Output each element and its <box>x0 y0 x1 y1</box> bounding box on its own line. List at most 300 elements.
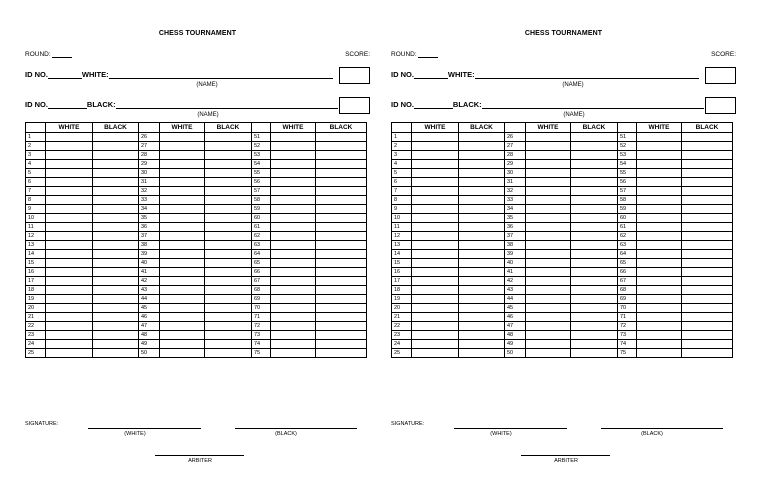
black-move-cell[interactable] <box>571 340 618 349</box>
white-move-cell[interactable] <box>637 160 682 169</box>
white-move-cell[interactable] <box>160 304 205 313</box>
black-move-cell[interactable] <box>682 133 733 142</box>
white-move-cell[interactable] <box>526 286 571 295</box>
white-move-cell[interactable] <box>412 250 459 259</box>
white-move-cell[interactable] <box>160 349 205 358</box>
black-name-line[interactable] <box>482 100 704 109</box>
white-move-cell[interactable] <box>46 232 93 241</box>
black-move-cell[interactable] <box>571 142 618 151</box>
black-move-cell[interactable] <box>571 286 618 295</box>
white-move-cell[interactable] <box>526 313 571 322</box>
black-move-cell[interactable] <box>316 169 367 178</box>
black-move-cell[interactable] <box>571 169 618 178</box>
white-move-cell[interactable] <box>46 331 93 340</box>
white-move-cell[interactable] <box>637 232 682 241</box>
black-move-cell[interactable] <box>316 160 367 169</box>
black-move-cell[interactable] <box>93 322 139 331</box>
white-move-cell[interactable] <box>46 259 93 268</box>
black-move-cell[interactable] <box>316 151 367 160</box>
white-move-cell[interactable] <box>160 295 205 304</box>
black-move-cell[interactable] <box>571 205 618 214</box>
white-move-cell[interactable] <box>412 331 459 340</box>
black-move-cell[interactable] <box>459 160 505 169</box>
black-move-cell[interactable] <box>93 187 139 196</box>
black-move-cell[interactable] <box>316 214 367 223</box>
black-move-cell[interactable] <box>205 151 252 160</box>
white-move-cell[interactable] <box>271 259 316 268</box>
white-move-cell[interactable] <box>160 331 205 340</box>
black-move-cell[interactable] <box>316 322 367 331</box>
black-move-cell[interactable] <box>93 277 139 286</box>
black-move-cell[interactable] <box>205 313 252 322</box>
black-move-cell[interactable] <box>682 286 733 295</box>
white-move-cell[interactable] <box>412 313 459 322</box>
black-move-cell[interactable] <box>571 295 618 304</box>
white-move-cell[interactable] <box>160 133 205 142</box>
white-move-cell[interactable] <box>637 241 682 250</box>
white-move-cell[interactable] <box>46 349 93 358</box>
white-move-cell[interactable] <box>46 151 93 160</box>
black-move-cell[interactable] <box>459 196 505 205</box>
white-move-cell[interactable] <box>46 268 93 277</box>
white-move-cell[interactable] <box>46 286 93 295</box>
white-move-cell[interactable] <box>160 223 205 232</box>
white-score-box[interactable] <box>339 67 370 84</box>
white-move-cell[interactable] <box>271 133 316 142</box>
black-move-cell[interactable] <box>205 133 252 142</box>
black-move-cell[interactable] <box>682 232 733 241</box>
white-move-cell[interactable] <box>526 259 571 268</box>
white-move-cell[interactable] <box>412 232 459 241</box>
white-move-cell[interactable] <box>526 151 571 160</box>
white-move-cell[interactable] <box>271 331 316 340</box>
black-move-cell[interactable] <box>316 295 367 304</box>
black-move-cell[interactable] <box>459 205 505 214</box>
black-move-cell[interactable] <box>205 196 252 205</box>
white-move-cell[interactable] <box>46 142 93 151</box>
white-score-box[interactable] <box>705 67 736 84</box>
black-move-cell[interactable] <box>316 313 367 322</box>
black-move-cell[interactable] <box>316 187 367 196</box>
white-move-cell[interactable] <box>526 322 571 331</box>
white-move-cell[interactable] <box>271 178 316 187</box>
white-move-cell[interactable] <box>160 205 205 214</box>
white-id-line[interactable] <box>48 70 82 79</box>
white-move-cell[interactable] <box>46 214 93 223</box>
white-move-cell[interactable] <box>526 187 571 196</box>
white-move-cell[interactable] <box>160 232 205 241</box>
white-move-cell[interactable] <box>526 340 571 349</box>
white-move-cell[interactable] <box>271 340 316 349</box>
white-move-cell[interactable] <box>526 304 571 313</box>
black-move-cell[interactable] <box>205 142 252 151</box>
black-move-cell[interactable] <box>205 340 252 349</box>
black-move-cell[interactable] <box>682 349 733 358</box>
black-move-cell[interactable] <box>93 205 139 214</box>
black-move-cell[interactable] <box>316 223 367 232</box>
black-move-cell[interactable] <box>682 250 733 259</box>
black-move-cell[interactable] <box>571 250 618 259</box>
black-move-cell[interactable] <box>682 187 733 196</box>
black-move-cell[interactable] <box>571 196 618 205</box>
white-move-cell[interactable] <box>526 349 571 358</box>
black-move-cell[interactable] <box>682 196 733 205</box>
white-move-cell[interactable] <box>160 169 205 178</box>
black-move-cell[interactable] <box>316 205 367 214</box>
white-name-line[interactable] <box>475 70 699 79</box>
white-move-cell[interactable] <box>271 151 316 160</box>
black-move-cell[interactable] <box>205 259 252 268</box>
white-move-cell[interactable] <box>637 250 682 259</box>
black-move-cell[interactable] <box>459 241 505 250</box>
black-move-cell[interactable] <box>682 322 733 331</box>
black-move-cell[interactable] <box>682 313 733 322</box>
black-move-cell[interactable] <box>93 214 139 223</box>
white-move-cell[interactable] <box>412 259 459 268</box>
black-move-cell[interactable] <box>682 340 733 349</box>
black-move-cell[interactable] <box>682 277 733 286</box>
black-move-cell[interactable] <box>682 169 733 178</box>
black-move-cell[interactable] <box>316 196 367 205</box>
black-move-cell[interactable] <box>205 268 252 277</box>
black-move-cell[interactable] <box>93 295 139 304</box>
black-move-cell[interactable] <box>205 349 252 358</box>
black-move-cell[interactable] <box>93 169 139 178</box>
white-move-cell[interactable] <box>637 295 682 304</box>
black-move-cell[interactable] <box>93 241 139 250</box>
white-move-cell[interactable] <box>412 286 459 295</box>
black-move-cell[interactable] <box>93 196 139 205</box>
black-move-cell[interactable] <box>316 232 367 241</box>
black-move-cell[interactable] <box>571 313 618 322</box>
black-move-cell[interactable] <box>316 277 367 286</box>
black-move-cell[interactable] <box>205 322 252 331</box>
white-move-cell[interactable] <box>271 313 316 322</box>
white-move-cell[interactable] <box>271 286 316 295</box>
white-move-cell[interactable] <box>271 142 316 151</box>
black-move-cell[interactable] <box>682 151 733 160</box>
black-move-cell[interactable] <box>205 277 252 286</box>
arbiter-signature-line[interactable] <box>521 455 610 456</box>
black-move-cell[interactable] <box>316 250 367 259</box>
black-move-cell[interactable] <box>205 286 252 295</box>
white-move-cell[interactable] <box>637 286 682 295</box>
white-move-cell[interactable] <box>160 340 205 349</box>
black-move-cell[interactable] <box>93 178 139 187</box>
black-move-cell[interactable] <box>571 349 618 358</box>
black-move-cell[interactable] <box>93 259 139 268</box>
black-move-cell[interactable] <box>205 178 252 187</box>
black-move-cell[interactable] <box>93 340 139 349</box>
white-move-cell[interactable] <box>271 205 316 214</box>
black-move-cell[interactable] <box>93 232 139 241</box>
white-move-cell[interactable] <box>46 340 93 349</box>
black-move-cell[interactable] <box>316 286 367 295</box>
white-move-cell[interactable] <box>637 277 682 286</box>
black-move-cell[interactable] <box>571 322 618 331</box>
white-move-cell[interactable] <box>526 160 571 169</box>
white-move-cell[interactable] <box>271 223 316 232</box>
white-move-cell[interactable] <box>412 268 459 277</box>
white-move-cell[interactable] <box>46 196 93 205</box>
white-move-cell[interactable] <box>46 277 93 286</box>
black-move-cell[interactable] <box>459 313 505 322</box>
black-move-cell[interactable] <box>205 241 252 250</box>
black-move-cell[interactable] <box>205 232 252 241</box>
black-move-cell[interactable] <box>682 259 733 268</box>
white-move-cell[interactable] <box>271 160 316 169</box>
black-move-cell[interactable] <box>316 241 367 250</box>
white-move-cell[interactable] <box>637 349 682 358</box>
black-move-cell[interactable] <box>459 322 505 331</box>
white-move-cell[interactable] <box>526 250 571 259</box>
black-move-cell[interactable] <box>93 268 139 277</box>
black-move-cell[interactable] <box>571 259 618 268</box>
white-move-cell[interactable] <box>271 214 316 223</box>
black-move-cell[interactable] <box>682 241 733 250</box>
white-move-cell[interactable] <box>46 178 93 187</box>
white-move-cell[interactable] <box>160 259 205 268</box>
black-move-cell[interactable] <box>93 223 139 232</box>
black-move-cell[interactable] <box>459 223 505 232</box>
black-move-cell[interactable] <box>205 295 252 304</box>
white-move-cell[interactable] <box>271 304 316 313</box>
white-move-cell[interactable] <box>526 196 571 205</box>
white-move-cell[interactable] <box>637 196 682 205</box>
white-move-cell[interactable] <box>412 187 459 196</box>
white-move-cell[interactable] <box>526 268 571 277</box>
round-line[interactable] <box>418 51 438 58</box>
black-score-box[interactable] <box>705 97 736 114</box>
white-move-cell[interactable] <box>637 331 682 340</box>
white-move-cell[interactable] <box>637 205 682 214</box>
white-move-cell[interactable] <box>271 187 316 196</box>
white-move-cell[interactable] <box>46 250 93 259</box>
black-id-line[interactable] <box>48 100 87 109</box>
white-move-cell[interactable] <box>412 196 459 205</box>
black-move-cell[interactable] <box>459 178 505 187</box>
white-move-cell[interactable] <box>637 214 682 223</box>
black-move-cell[interactable] <box>459 304 505 313</box>
black-move-cell[interactable] <box>682 214 733 223</box>
white-move-cell[interactable] <box>271 196 316 205</box>
white-move-cell[interactable] <box>412 178 459 187</box>
black-move-cell[interactable] <box>571 331 618 340</box>
white-move-cell[interactable] <box>526 142 571 151</box>
black-score-box[interactable] <box>339 97 370 114</box>
white-move-cell[interactable] <box>46 223 93 232</box>
white-move-cell[interactable] <box>412 160 459 169</box>
black-move-cell[interactable] <box>205 205 252 214</box>
black-move-cell[interactable] <box>459 169 505 178</box>
white-move-cell[interactable] <box>412 277 459 286</box>
white-move-cell[interactable] <box>637 313 682 322</box>
white-move-cell[interactable] <box>526 223 571 232</box>
white-move-cell[interactable] <box>46 133 93 142</box>
black-move-cell[interactable] <box>93 286 139 295</box>
black-move-cell[interactable] <box>459 349 505 358</box>
white-move-cell[interactable] <box>160 268 205 277</box>
white-move-cell[interactable] <box>46 322 93 331</box>
black-move-cell[interactable] <box>205 169 252 178</box>
white-move-cell[interactable] <box>412 304 459 313</box>
black-move-cell[interactable] <box>316 142 367 151</box>
white-move-cell[interactable] <box>526 133 571 142</box>
white-move-cell[interactable] <box>46 304 93 313</box>
black-move-cell[interactable] <box>205 214 252 223</box>
white-move-cell[interactable] <box>46 313 93 322</box>
white-move-cell[interactable] <box>412 133 459 142</box>
white-move-cell[interactable] <box>271 250 316 259</box>
white-move-cell[interactable] <box>637 133 682 142</box>
white-move-cell[interactable] <box>46 205 93 214</box>
white-move-cell[interactable] <box>271 232 316 241</box>
white-move-cell[interactable] <box>160 196 205 205</box>
black-move-cell[interactable] <box>571 214 618 223</box>
black-move-cell[interactable] <box>571 232 618 241</box>
white-move-cell[interactable] <box>637 322 682 331</box>
white-move-cell[interactable] <box>526 178 571 187</box>
black-move-cell[interactable] <box>571 178 618 187</box>
black-move-cell[interactable] <box>93 133 139 142</box>
white-move-cell[interactable] <box>160 214 205 223</box>
white-move-cell[interactable] <box>412 214 459 223</box>
black-move-cell[interactable] <box>459 250 505 259</box>
black-move-cell[interactable] <box>571 268 618 277</box>
white-move-cell[interactable] <box>46 187 93 196</box>
white-move-cell[interactable] <box>160 142 205 151</box>
black-move-cell[interactable] <box>93 151 139 160</box>
white-move-cell[interactable] <box>160 178 205 187</box>
white-move-cell[interactable] <box>271 169 316 178</box>
black-move-cell[interactable] <box>459 277 505 286</box>
black-move-cell[interactable] <box>205 250 252 259</box>
white-move-cell[interactable] <box>412 205 459 214</box>
white-move-cell[interactable] <box>526 277 571 286</box>
black-move-cell[interactable] <box>316 259 367 268</box>
round-line[interactable] <box>52 51 72 58</box>
black-move-cell[interactable] <box>459 340 505 349</box>
white-move-cell[interactable] <box>412 169 459 178</box>
white-signature-line[interactable] <box>454 428 567 429</box>
black-move-cell[interactable] <box>93 349 139 358</box>
black-move-cell[interactable] <box>571 160 618 169</box>
white-move-cell[interactable] <box>46 169 93 178</box>
white-move-cell[interactable] <box>637 151 682 160</box>
white-move-cell[interactable] <box>526 241 571 250</box>
white-move-cell[interactable] <box>412 295 459 304</box>
white-name-line[interactable] <box>109 70 333 79</box>
white-move-cell[interactable] <box>271 277 316 286</box>
black-move-cell[interactable] <box>459 268 505 277</box>
white-move-cell[interactable] <box>412 340 459 349</box>
black-move-cell[interactable] <box>682 178 733 187</box>
white-move-cell[interactable] <box>526 331 571 340</box>
white-move-cell[interactable] <box>637 178 682 187</box>
black-move-cell[interactable] <box>316 340 367 349</box>
white-move-cell[interactable] <box>271 295 316 304</box>
black-move-cell[interactable] <box>459 286 505 295</box>
black-move-cell[interactable] <box>93 304 139 313</box>
white-move-cell[interactable] <box>526 295 571 304</box>
arbiter-signature-line[interactable] <box>155 455 244 456</box>
white-move-cell[interactable] <box>412 322 459 331</box>
black-move-cell[interactable] <box>459 295 505 304</box>
white-move-cell[interactable] <box>46 241 93 250</box>
black-move-cell[interactable] <box>571 151 618 160</box>
white-move-cell[interactable] <box>46 295 93 304</box>
black-signature-line[interactable] <box>601 428 723 429</box>
white-move-cell[interactable] <box>412 241 459 250</box>
black-move-cell[interactable] <box>682 331 733 340</box>
white-move-cell[interactable] <box>637 169 682 178</box>
white-move-cell[interactable] <box>637 340 682 349</box>
white-id-line[interactable] <box>414 70 448 79</box>
white-move-cell[interactable] <box>637 268 682 277</box>
black-move-cell[interactable] <box>93 331 139 340</box>
black-move-cell[interactable] <box>571 133 618 142</box>
black-move-cell[interactable] <box>316 349 367 358</box>
black-move-cell[interactable] <box>93 313 139 322</box>
black-move-cell[interactable] <box>459 232 505 241</box>
black-move-cell[interactable] <box>682 268 733 277</box>
white-move-cell[interactable] <box>160 313 205 322</box>
white-move-cell[interactable] <box>526 169 571 178</box>
white-move-cell[interactable] <box>271 241 316 250</box>
black-move-cell[interactable] <box>682 160 733 169</box>
black-move-cell[interactable] <box>316 178 367 187</box>
black-move-cell[interactable] <box>682 304 733 313</box>
white-move-cell[interactable] <box>271 268 316 277</box>
white-move-cell[interactable] <box>160 250 205 259</box>
white-move-cell[interactable] <box>412 151 459 160</box>
black-move-cell[interactable] <box>459 151 505 160</box>
black-move-cell[interactable] <box>571 277 618 286</box>
round-field[interactable] <box>25 51 72 58</box>
white-move-cell[interactable] <box>526 205 571 214</box>
white-move-cell[interactable] <box>160 322 205 331</box>
black-move-cell[interactable] <box>93 250 139 259</box>
black-signature-line[interactable] <box>235 428 357 429</box>
white-move-cell[interactable] <box>637 259 682 268</box>
black-move-cell[interactable] <box>682 223 733 232</box>
white-move-cell[interactable] <box>160 187 205 196</box>
black-move-cell[interactable] <box>459 187 505 196</box>
black-move-cell[interactable] <box>205 331 252 340</box>
black-move-cell[interactable] <box>459 133 505 142</box>
white-move-cell[interactable] <box>637 304 682 313</box>
black-move-cell[interactable] <box>316 133 367 142</box>
black-move-cell[interactable] <box>571 304 618 313</box>
white-move-cell[interactable] <box>271 349 316 358</box>
white-move-cell[interactable] <box>526 232 571 241</box>
white-move-cell[interactable] <box>160 151 205 160</box>
black-move-cell[interactable] <box>316 268 367 277</box>
white-move-cell[interactable] <box>637 142 682 151</box>
white-signature-line[interactable] <box>88 428 201 429</box>
white-move-cell[interactable] <box>160 241 205 250</box>
black-move-cell[interactable] <box>682 295 733 304</box>
white-move-cell[interactable] <box>46 160 93 169</box>
black-move-cell[interactable] <box>571 187 618 196</box>
black-move-cell[interactable] <box>93 142 139 151</box>
black-move-cell[interactable] <box>205 304 252 313</box>
black-move-cell[interactable] <box>571 223 618 232</box>
black-move-cell[interactable] <box>316 304 367 313</box>
round-field[interactable] <box>391 51 438 58</box>
white-move-cell[interactable] <box>160 286 205 295</box>
black-move-cell[interactable] <box>459 331 505 340</box>
